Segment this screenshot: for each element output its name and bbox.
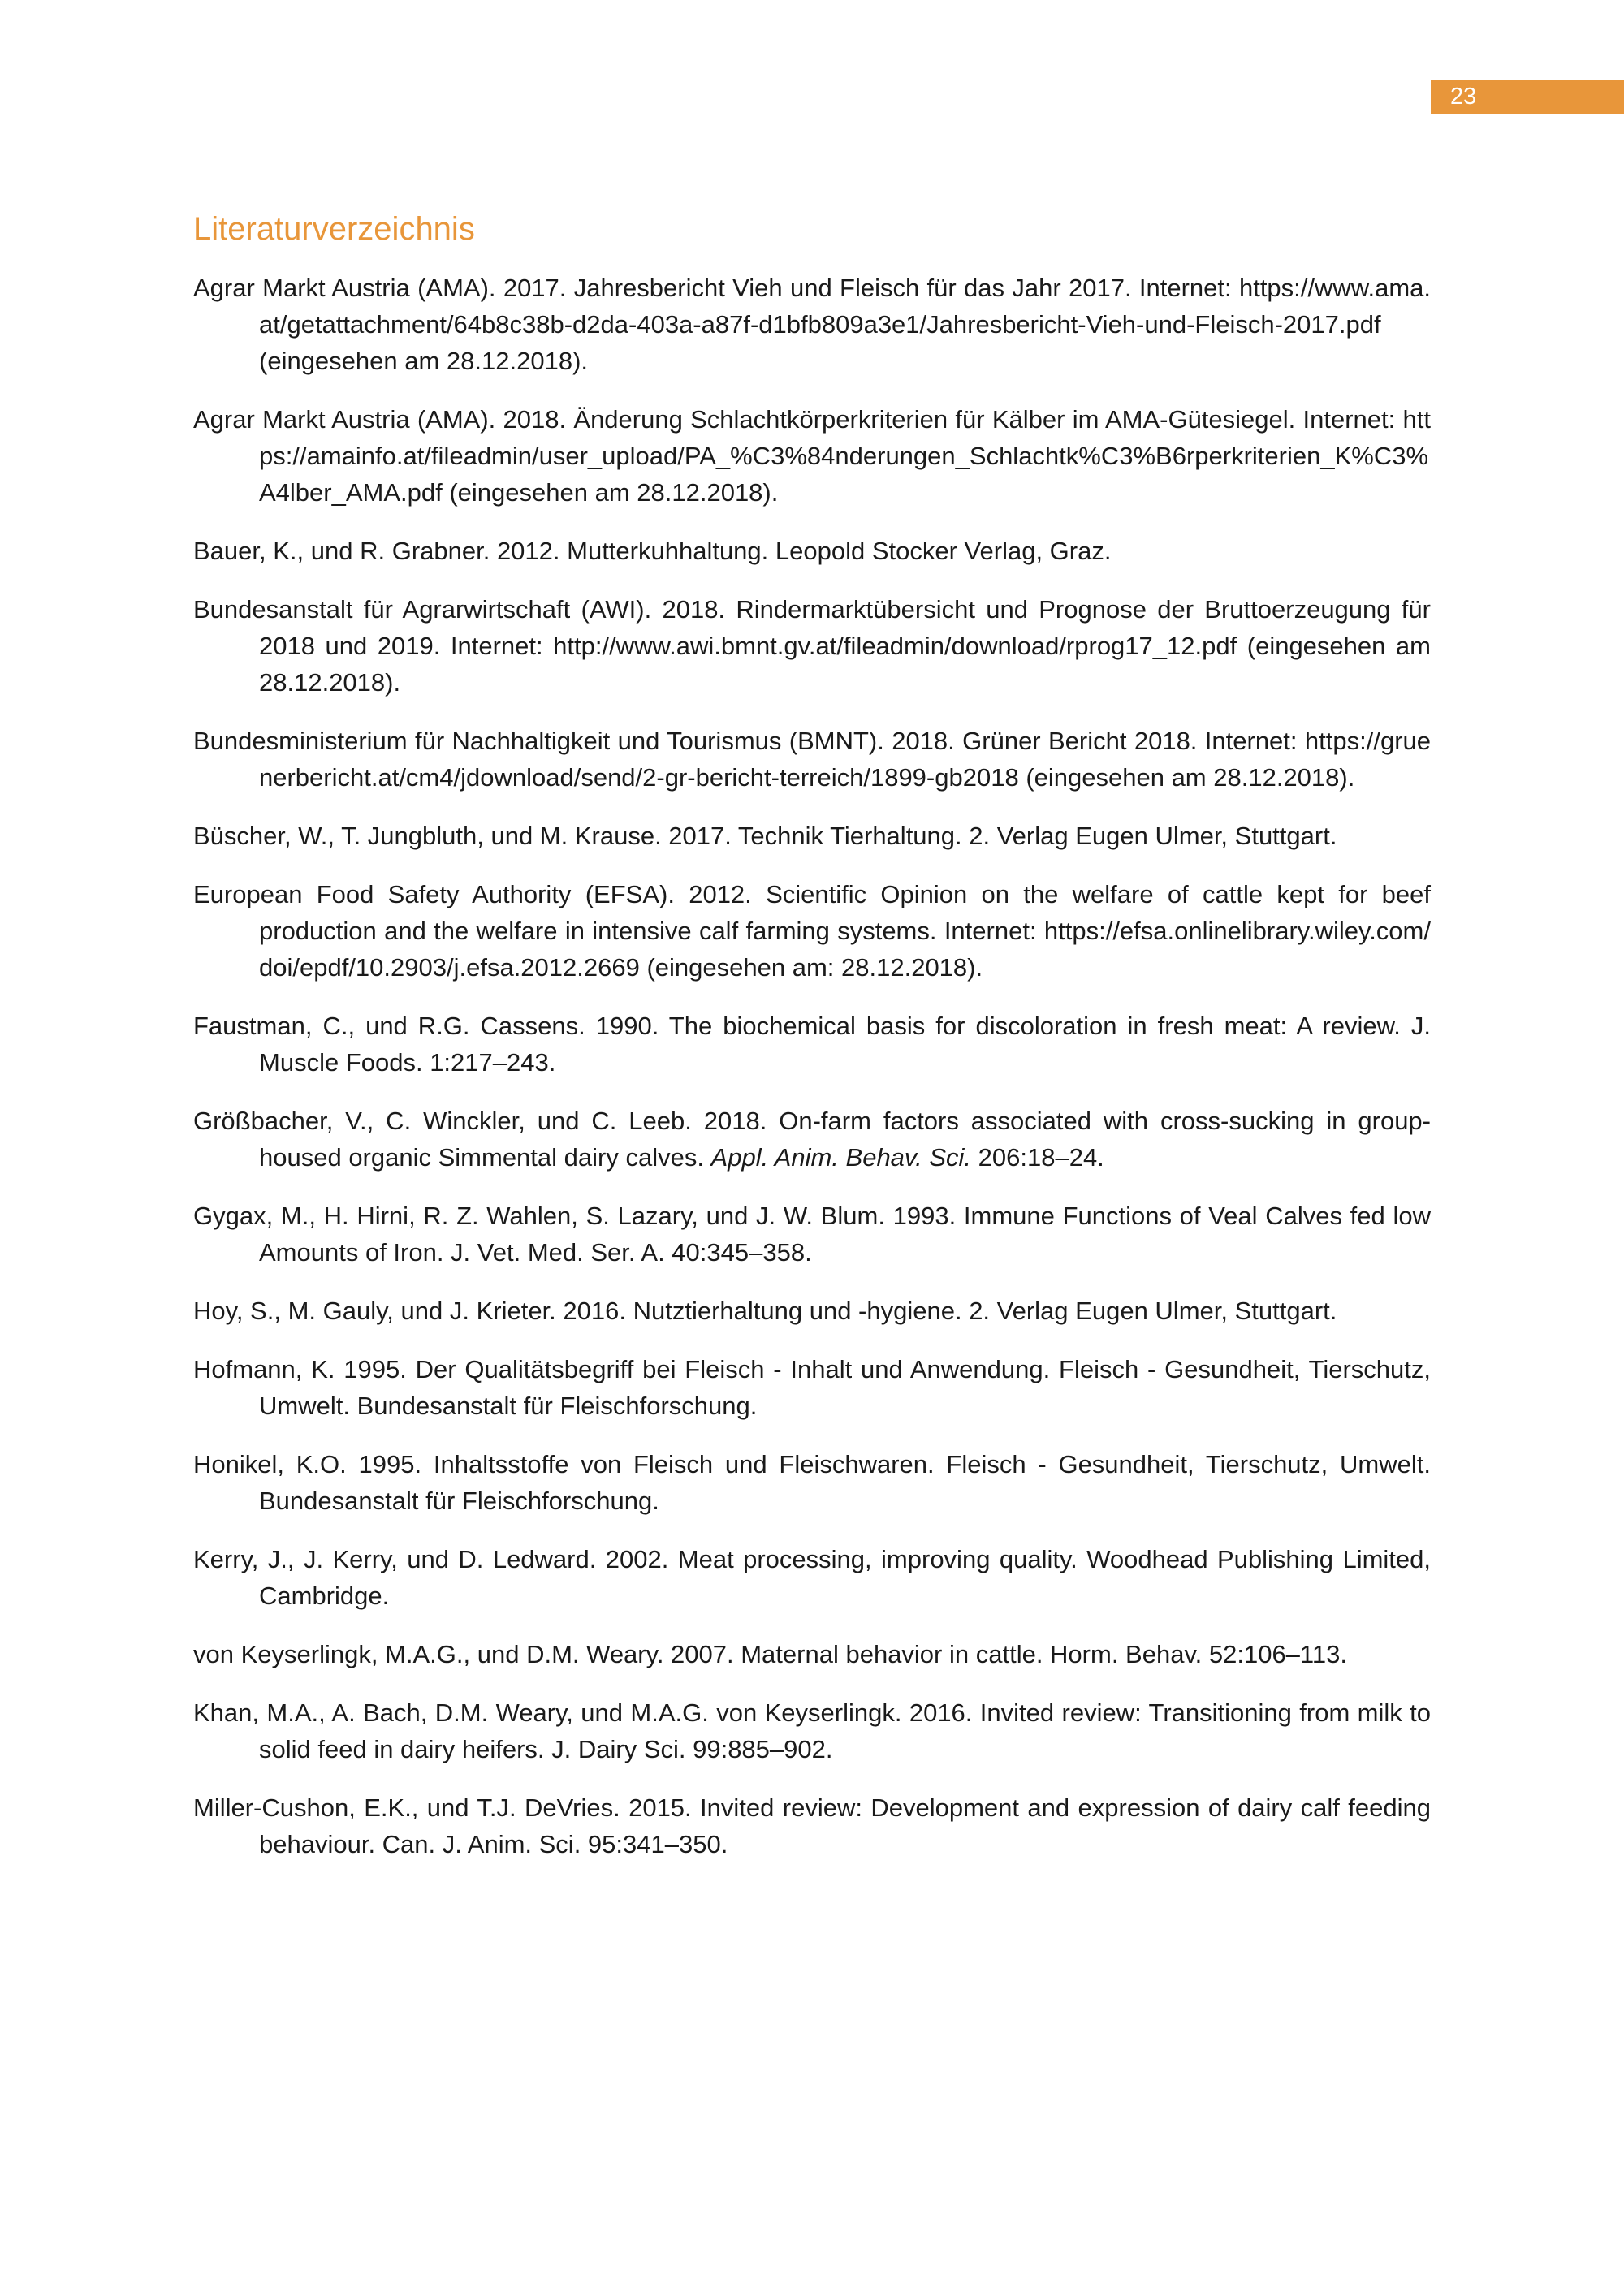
reference-entry xyxy=(193,1694,1431,1767)
reference-text: Hoy, S., M. Gauly, und J. Krieter. 2016. Nutztierhaltung und -hygiene. 2. Verlag Eugen Ulmer, Stuttgart. xyxy=(193,1297,1337,1325)
reference-list xyxy=(193,270,1431,1862)
reference-entry xyxy=(193,1351,1431,1424)
reference-text: Kerry, J., J. Kerry, und D. Ledward. 2002. Meat processing, improving quality. Woodhead Publishing Limited, Cambridge. xyxy=(193,1545,1431,1610)
section-title: Literaturverzeichnis xyxy=(193,211,475,247)
reference-text: Bauer, K., und R. Grabner. 2012. Mutterkuhhaltung. Leopold Stocker Verlag, Graz. xyxy=(193,537,1112,565)
reference-entry xyxy=(193,1541,1431,1614)
reference-text: Größbacher, V., C. Winckler, und C. Leeb. 2018. On-farm factors associated with cross-sucking in group-housed organic Simmental dairy calves. xyxy=(193,1107,1431,1172)
reference-entry xyxy=(193,818,1431,854)
reference-text: Honikel, K.O. 1995. Inhaltsstoffe von Fleisch und Fleischwaren. Fleisch - Gesundheit, Tierschutz, Umwelt. Bundesanstalt für Fleischforschung. xyxy=(193,1450,1431,1515)
reference-entry xyxy=(193,591,1431,701)
reference-text-tail: (eingesehen am 28.12.2018). xyxy=(259,347,589,375)
reference-text-tail: 206:18–24. xyxy=(971,1143,1104,1172)
reference-entry xyxy=(193,1103,1431,1176)
reference-text-tail: (eingesehen am 28.12.2018). xyxy=(1018,763,1355,792)
reference-text: Bundesanstalt für Agrarwirtschaft (AWI). 2018. Rindermarktübersicht und Prognose der Bruttoerzeugung für 2018 und 2019. Internet: xyxy=(193,595,1431,660)
references-section xyxy=(193,206,1431,1884)
reference-url[interactable]: https://www.ama.at/getattachment/64b8c38b-d2da-403a-a87f-d1bfb809a3e1/Jahresbericht-Vieh-und-Fleisch-2017.pdf xyxy=(259,274,1431,339)
reference-text: Khan, M.A., A. Bach, D.M. Weary, und M.A.G. von Keyserlingk. 2016. Invited review: Transitioning from milk to solid feed in dairy heifers. J. Dairy Sci. 99:885–902. xyxy=(193,1698,1431,1763)
reference-text: Miller-Cushon, E.K., und T.J. DeVries. 2015. Invited review: Development and expression of dairy calf feeding behaviour. Can. J. Anim. Sci. 95:341–350. xyxy=(193,1793,1431,1858)
reference-text: Bundesministerium für Nachhaltigkeit und Tourismus (BMNT). 2018. Grüner Bericht 2018. Internet: xyxy=(193,727,1305,755)
reference-url[interactable]: https://amainfo.at/fileadmin/user_upload/PA_%C3%84nderungen_Schlachtk%C3%B6rperkriterien_K%C3%A4lber_AMA.pdf xyxy=(259,405,1431,507)
reference-url[interactable]: https://efsa.onlinelibrary.wiley.com/doi/epdf/10.2903/j.efsa.2012.2669 xyxy=(259,917,1431,982)
reference-entry xyxy=(193,876,1431,986)
reference-url[interactable]: http://www.awi.bmnt.gv.at/fileadmin/download/rprog17_12.pdf xyxy=(553,632,1237,660)
reference-journal: Appl. Anim. Behav. Sci. xyxy=(710,1143,972,1172)
reference-text-tail: (eingesehen am 28.12.2018). xyxy=(259,632,1431,697)
reference-text: Gygax, M., H. Hirni, R. Z. Wahlen, S. Lazary, und J. W. Blum. 1993. Immune Functions of Veal Calves fed low Amounts of Iron. J. Vet. Med. Ser. A. 40:345–358. xyxy=(193,1202,1431,1267)
page-number: 23 xyxy=(1431,80,1624,114)
reference-entry xyxy=(193,533,1431,569)
reference-text-tail: (eingesehen am: 28.12.2018). xyxy=(639,953,983,982)
reference-entry xyxy=(193,1008,1431,1081)
reference-text: Hofmann, K. 1995. Der Qualitätsbegriff bei Fleisch - Inhalt und Anwendung. Fleisch - Gesundheit, Tierschutz, Umwelt. Bundesanstalt für Fleischforschung. xyxy=(193,1355,1431,1420)
reference-url[interactable]: https://gruenerbericht.at/cm4/jdownload/send/2-gr-bericht-terreich/1899-gb2018 xyxy=(259,727,1431,792)
reference-text: von Keyserlingk, M.A.G., und D.M. Weary. 2007. Maternal behavior in cattle. Horm. Behav. 52:106–113. xyxy=(193,1640,1347,1668)
reference-entry xyxy=(193,1789,1431,1862)
reference-entry xyxy=(193,401,1431,511)
reference-text: European Food Safety Authority (EFSA). 2012. Scientific Opinion on the welfare of cattle kept for beef production and the welfare in intensive calf farming systems. Internet: xyxy=(193,880,1431,945)
reference-text: Agrar Markt Austria (AMA). 2017. Jahresbericht Vieh und Fleisch für das Jahr 2017. Internet: xyxy=(193,274,1239,302)
reference-text: Büscher, W., T. Jungbluth, und M. Krause. 2017. Technik Tierhaltung. 2. Verlag Eugen Ulmer, Stuttgart. xyxy=(193,822,1337,850)
reference-text: Faustman, C., und R.G. Cassens. 1990. The biochemical basis for discoloration in fresh meat: A review. J. Muscle Foods. 1:217–243. xyxy=(193,1012,1431,1077)
reference-entry xyxy=(193,1636,1431,1672)
reference-entry xyxy=(193,723,1431,796)
reference-entry xyxy=(193,1446,1431,1519)
reference-entry xyxy=(193,270,1431,379)
reference-text: Agrar Markt Austria (AMA). 2018. Änderung Schlachtkörperkriterien für Kälber im AMA-Gütesiegel. Internet: xyxy=(193,405,1403,434)
reference-entry xyxy=(193,1198,1431,1271)
reference-text-tail: (eingesehen am 28.12.2018). xyxy=(442,478,779,507)
reference-entry xyxy=(193,1293,1431,1329)
